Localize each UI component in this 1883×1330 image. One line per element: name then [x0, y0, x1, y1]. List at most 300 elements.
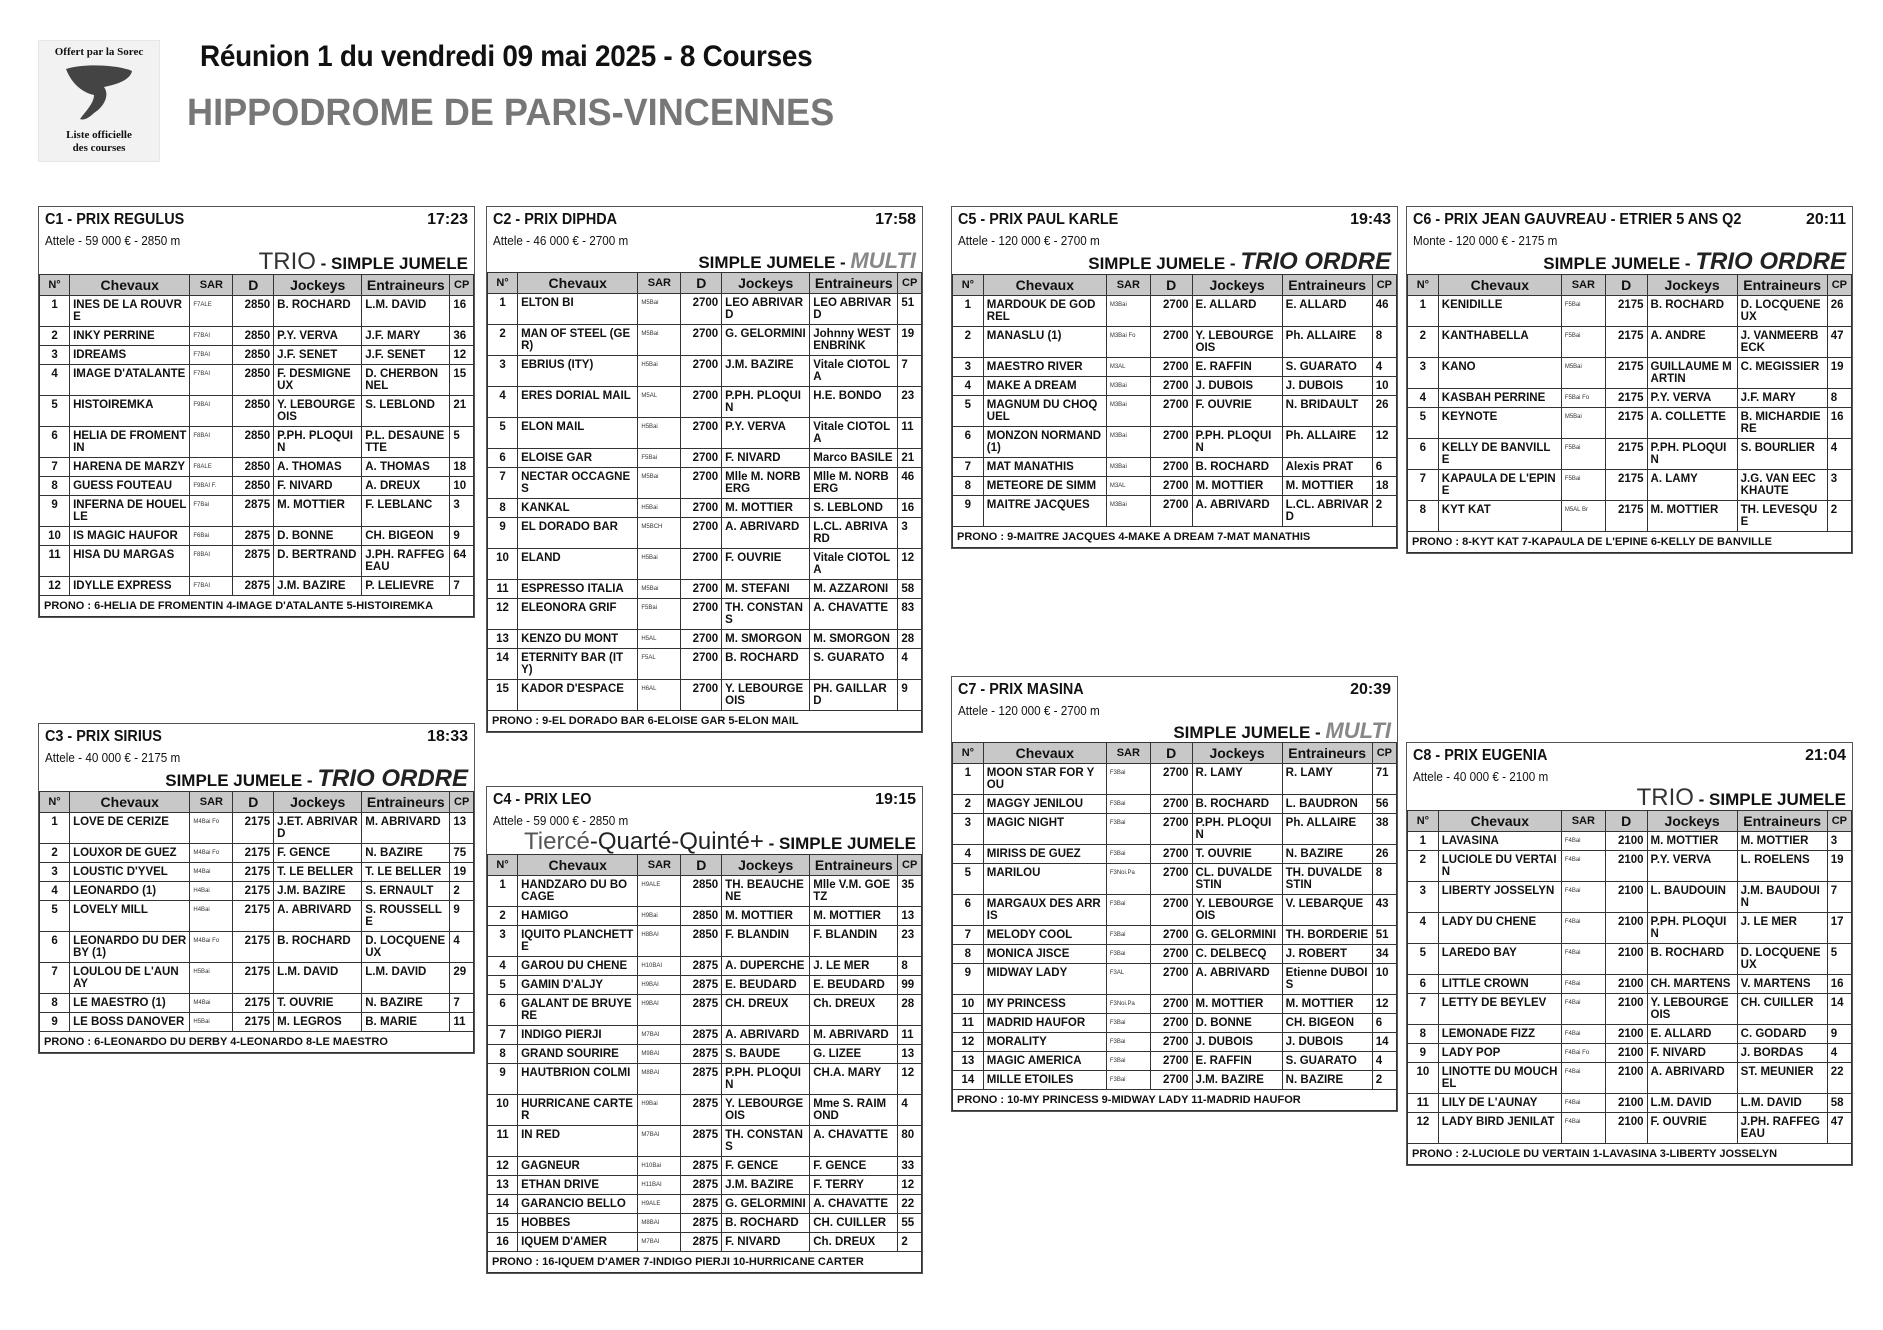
runner-horse: LEONARDO DU DERBY (1) — [70, 932, 190, 963]
runner-cp: 26 — [1827, 296, 1851, 327]
runner-sar: F4Bai — [1561, 1094, 1605, 1113]
runner-jockey: A. COLLETTE — [1647, 408, 1737, 439]
runner-horse: KANO — [1438, 358, 1561, 389]
runner-cp: 14 — [1372, 1033, 1396, 1052]
runner-dist: 2850 — [681, 907, 722, 926]
runner-horse: ELOISE GAR — [518, 449, 638, 468]
column-header-dist: D — [1150, 743, 1192, 764]
runner-dist: 2100 — [1605, 1094, 1647, 1113]
runner-horse: HANDZARO DU BOCAGE — [518, 876, 638, 907]
runner-trainer: M. ABRIVARD — [810, 1026, 898, 1045]
runner-horse: IS MAGIC HAUFOR — [70, 527, 190, 546]
runner-cp: 64 — [450, 546, 474, 577]
runner-horse: KANTHABELLA — [1438, 327, 1561, 358]
runner-row — [953, 1052, 1397, 1071]
runner-dist: 2100 — [1605, 1044, 1647, 1063]
runner-jockey: F. DESMIGNEUX — [274, 365, 362, 396]
bet-types — [952, 720, 1397, 742]
race-title: C4 - PRIX LEO — [493, 791, 592, 808]
column-header-dist: D — [233, 792, 274, 813]
runner-dist: 2700 — [681, 518, 722, 549]
runner-dist: 2100 — [1605, 851, 1647, 882]
meeting-title: Réunion 1 du vendredi 09 mai 2025 - 8 Courses — [200, 40, 813, 73]
runner-row — [40, 346, 474, 365]
column-header-horse: Chevaux — [983, 275, 1106, 296]
runner-num: 7 — [40, 963, 70, 994]
runner-trainer: F. GENCE — [810, 1157, 898, 1176]
runner-sar: H4Bai — [190, 901, 233, 932]
runner-dist: 2875 — [681, 1214, 722, 1233]
column-header-horse: Chevaux — [518, 855, 638, 876]
runner-row — [488, 325, 922, 356]
runner-jockey: E. RAFFIN — [1192, 358, 1282, 377]
runner-row — [953, 845, 1397, 864]
runner-trainer: J.G. VAN EECKHAUTE — [1737, 470, 1827, 501]
runner-jockey: J.M. BAZIRE — [1192, 1071, 1282, 1090]
runner-sar: F3Bai — [1106, 1014, 1150, 1033]
runner-num: 8 — [953, 945, 984, 964]
runner-sar: F4Bai — [1561, 1025, 1605, 1044]
runner-horse: MANASLU (1) — [983, 327, 1106, 358]
runner-row — [488, 549, 922, 580]
runner-trainer: M. MOTTIER — [1737, 832, 1827, 851]
bet-types — [487, 250, 922, 272]
runner-num: 2 — [488, 907, 518, 926]
runner-num: 10 — [1408, 1063, 1439, 1094]
runner-num: 5 — [488, 976, 518, 995]
runner-num: 1 — [40, 813, 70, 844]
runner-num: 1 — [488, 876, 518, 907]
runners-table — [487, 272, 922, 732]
runner-jockey: CH. DREUX — [722, 995, 810, 1026]
runner-horse: LADY DU CHENE — [1438, 913, 1561, 944]
runner-sar: M5Bai — [638, 325, 681, 356]
runner-trainer: A. DREUX — [362, 477, 450, 496]
runner-cp: 9 — [898, 680, 922, 711]
runner-num: 10 — [488, 1095, 518, 1126]
runner-trainer: Vitale CIOTOLA — [810, 549, 898, 580]
bet-types — [1407, 786, 1852, 810]
runner-jockey: T. LE BELLER — [274, 863, 362, 882]
runner-sar: F3Bai — [1106, 1071, 1150, 1090]
runner-jockey: J.M. BAZIRE — [722, 356, 810, 387]
runner-horse: KANKAL — [518, 499, 638, 518]
column-header-num: N° — [40, 792, 70, 813]
runner-dist: 2175 — [1605, 327, 1647, 358]
runner-jockey: A. ABRIVARD — [1192, 964, 1282, 995]
runner-trainer: L. ROELENS — [1737, 851, 1827, 882]
runner-num: 14 — [488, 649, 518, 680]
race-title: C5 - PRIX PAUL KARLE — [958, 211, 1119, 228]
runner-dist: 2875 — [681, 995, 722, 1026]
runner-trainer: J. DUBOIS — [1282, 377, 1372, 396]
runner-num: 12 — [488, 1157, 518, 1176]
runner-sar: M5AL — [638, 387, 681, 418]
runner-sar: M4Bai — [190, 994, 233, 1013]
runner-row — [40, 994, 474, 1013]
runner-dist: 2875 — [233, 527, 274, 546]
runners-table — [39, 791, 474, 1053]
runner-horse: MAGIC AMERICA — [983, 1052, 1106, 1071]
runner-horse: KAPAULA DE L'EPINE — [1438, 470, 1561, 501]
column-header-cp: CP — [450, 275, 474, 296]
runner-trainer: J. DUBOIS — [1282, 1033, 1372, 1052]
runner-horse: LEMONADE FIZZ — [1438, 1025, 1561, 1044]
runner-sar: H9BAI — [638, 976, 681, 995]
runner-horse: GALANT DE BRUYERE — [518, 995, 638, 1026]
runner-num: 1 — [40, 296, 70, 327]
runner-num: 12 — [953, 1033, 984, 1052]
runner-trainer: J.F. MARY — [362, 327, 450, 346]
runners-table — [1407, 274, 1852, 553]
runner-dist: 2700 — [681, 294, 722, 325]
runner-horse: LEONARDO (1) — [70, 882, 190, 901]
runner-dist: 2700 — [681, 356, 722, 387]
runner-horse: INKY PERRINE — [70, 327, 190, 346]
prono-row — [488, 711, 922, 732]
race-conditions: Attele - 120 000 € - 2700 m — [958, 233, 1100, 248]
runner-cp: 14 — [1827, 994, 1851, 1025]
runner-row — [40, 365, 474, 396]
runner-cp: 10 — [450, 477, 474, 496]
runner-sar: H9BAI — [638, 995, 681, 1026]
runner-num: 13 — [488, 630, 518, 649]
runner-horse: ELEONORA GRIF — [518, 599, 638, 630]
runner-cp: 4 — [1827, 1044, 1851, 1063]
runner-sar: H5Bai — [638, 549, 681, 580]
runner-jockey: J.M. BAZIRE — [274, 882, 362, 901]
runner-trainer: Ch. DREUX — [810, 995, 898, 1026]
runner-cp: 4 — [1372, 358, 1396, 377]
runner-horse: MAGNUM DU CHOQUEL — [983, 396, 1106, 427]
prono-row — [40, 1032, 474, 1053]
runner-dist: 2700 — [1150, 358, 1192, 377]
runner-cp: 17 — [1827, 913, 1851, 944]
runner-cp: 43 — [1372, 895, 1396, 926]
runner-dist: 2850 — [233, 477, 274, 496]
runner-cp: 15 — [450, 365, 474, 396]
runner-horse: MORALITY — [983, 1033, 1106, 1052]
runner-trainer: Mme S. RAIMOND — [810, 1095, 898, 1126]
runner-trainer: S. LEBLOND — [362, 396, 450, 427]
runner-sar: F3Bai — [1106, 926, 1150, 945]
runner-row — [488, 876, 922, 907]
runner-cp: 80 — [898, 1126, 922, 1157]
runner-trainer: A. THOMAS — [362, 458, 450, 477]
runner-sar: F5Bai — [638, 449, 681, 468]
runner-horse: EBRIUS (ITY) — [518, 356, 638, 387]
runner-row — [488, 680, 922, 711]
runner-sar: M3Bai — [1106, 377, 1150, 396]
runner-sar: H8BAI — [638, 926, 681, 957]
runner-trainer: L.CL. ABRIVARD — [810, 518, 898, 549]
runner-cp: 26 — [1372, 845, 1396, 864]
runner-trainer: A. CHAVATTE — [810, 599, 898, 630]
runner-sar: F3AL — [1106, 964, 1150, 995]
runner-sar: F4Bai — [1561, 882, 1605, 913]
runner-trainer: Mlle M. NORBERG — [810, 468, 898, 499]
runner-horse: MELODY COOL — [983, 926, 1106, 945]
runner-jockey: J.F. SENET — [274, 346, 362, 365]
runner-num: 7 — [1408, 994, 1439, 1025]
runner-sar: H9Bai — [638, 1095, 681, 1126]
runner-trainer: N. BAZIRE — [1282, 1071, 1372, 1090]
runner-sar: F4Bai — [1561, 944, 1605, 975]
runner-jockey: P.PH. PLOQUIN — [274, 427, 362, 458]
prono-row — [488, 1252, 922, 1273]
runner-cp: 12 — [898, 1176, 922, 1195]
runner-trainer: Ph. ALLAIRE — [1282, 327, 1372, 358]
runner-trainer: S. GUARATO — [1282, 358, 1372, 377]
runner-jockey: A. ABRIVARD — [722, 1026, 810, 1045]
runner-num: 6 — [953, 427, 984, 458]
runner-cp: 16 — [450, 296, 474, 327]
runner-num: 3 — [488, 356, 518, 387]
runner-num: 5 — [1408, 944, 1439, 975]
runner-row — [1408, 851, 1852, 882]
runner-row — [953, 1033, 1397, 1052]
prono-text: PRONO : 10-MY PRINCESS 9-MIDWAY LADY 11-MADRID HAUFOR — [953, 1090, 1397, 1111]
runner-cp: 34 — [1372, 945, 1396, 964]
runner-row — [953, 1014, 1397, 1033]
runner-row — [1408, 882, 1852, 913]
runner-sar: M5Bai — [638, 580, 681, 599]
runner-row — [1408, 1113, 1852, 1144]
runner-dist: 2100 — [1605, 832, 1647, 851]
runner-cp: 13 — [898, 1045, 922, 1064]
runner-dist: 2700 — [1150, 845, 1192, 864]
runner-sar: F4Bai — [1561, 994, 1605, 1025]
runner-row — [488, 1064, 922, 1095]
race-card-c6 — [1406, 206, 1853, 554]
runner-jockey: A. ABRIVARD — [1192, 496, 1282, 527]
runner-row — [40, 296, 474, 327]
runner-sar: F3Bai — [1106, 895, 1150, 926]
runner-dist: 2700 — [681, 580, 722, 599]
runner-dist: 2700 — [681, 418, 722, 449]
runner-num: 3 — [1408, 882, 1439, 913]
runner-trainer: S. GUARATO — [810, 649, 898, 680]
runner-jockey: M. MOTTIER — [274, 496, 362, 527]
runner-cp: 3 — [1827, 470, 1851, 501]
runner-row — [488, 599, 922, 630]
runner-cp: 10 — [1372, 964, 1396, 995]
runner-dist: 2175 — [1605, 358, 1647, 389]
runner-horse: HURRICANE CARTER — [518, 1095, 638, 1126]
prono-text: PRONO : 6-HELIA DE FROMENTIN 4-IMAGE D'ATALANTE 5-HISTOIREMKA — [40, 596, 474, 617]
runner-dist: 2100 — [1605, 1063, 1647, 1094]
column-header-jockey: Jockeys — [1192, 275, 1282, 296]
runner-sar: F7BAI — [190, 365, 233, 396]
runner-cp: 46 — [898, 468, 922, 499]
runner-trainer: L.M. DAVID — [1737, 1094, 1827, 1113]
runner-sar: F8ALE — [190, 458, 233, 477]
runner-cp: 19 — [450, 863, 474, 882]
column-header-jockey: Jockeys — [1647, 275, 1737, 296]
runner-sar: M3Bai Fo — [1106, 327, 1150, 358]
runner-num: 5 — [953, 864, 984, 895]
runner-cp: 19 — [1827, 358, 1851, 389]
runner-cp: 12 — [1372, 427, 1396, 458]
runner-row — [40, 1013, 474, 1032]
runner-jockey: F. OUVRIE — [722, 549, 810, 580]
runner-num: 5 — [1408, 408, 1439, 439]
race-time: 17:23 — [427, 211, 468, 228]
runner-dist: 2700 — [681, 680, 722, 711]
column-header-sar: SAR — [1106, 275, 1150, 296]
runner-dist: 2875 — [681, 1126, 722, 1157]
runner-dist: 2850 — [233, 327, 274, 346]
prono-text: PRONO : 9-MAITRE JACQUES 4-MAKE A DREAM 7-MAT MANATHIS — [953, 527, 1397, 548]
column-header-sar: SAR — [190, 792, 233, 813]
column-header-horse: Chevaux — [983, 743, 1106, 764]
runner-horse: HISTOIREMKA — [70, 396, 190, 427]
runner-row — [1408, 327, 1852, 358]
runner-sar: F8BAI — [190, 427, 233, 458]
runner-num: 3 — [953, 358, 984, 377]
column-header-trainer: Entraineurs — [810, 855, 898, 876]
runner-num: 5 — [953, 396, 984, 427]
runner-sar: M5Bai — [638, 468, 681, 499]
runner-sar: M4Bai Fo — [190, 844, 233, 863]
runner-jockey: CH. MARTENS — [1647, 975, 1737, 994]
runner-horse: HAUTBRION COLMI — [518, 1064, 638, 1095]
runner-jockey: M. MOTTIER — [1647, 832, 1737, 851]
runner-trainer: J. BORDAS — [1737, 1044, 1827, 1063]
runner-sar: H4Bai — [190, 882, 233, 901]
runner-cp: 13 — [450, 813, 474, 844]
runner-dist: 2850 — [681, 876, 722, 907]
runner-num: 7 — [488, 1026, 518, 1045]
runner-cp: 33 — [898, 1157, 922, 1176]
runner-cp: 83 — [898, 599, 922, 630]
runner-jockey: P.PH. PLOQUIN — [1192, 814, 1282, 845]
runner-jockey: D. BERTRAND — [274, 546, 362, 577]
runner-cp: 21 — [450, 396, 474, 427]
runner-cp: 2 — [1372, 1071, 1396, 1090]
runner-row — [488, 356, 922, 387]
runner-num: 2 — [953, 327, 984, 358]
bet-types — [952, 250, 1397, 274]
runner-row — [40, 882, 474, 901]
race-title: C6 - PRIX JEAN GAUVREAU - ETRIER 5 ANS Q2 — [1413, 211, 1742, 228]
runner-num: 8 — [1408, 501, 1439, 532]
runner-horse: IQUEM D'AMER — [518, 1233, 638, 1252]
column-header-sar: SAR — [638, 855, 681, 876]
race-card-c5 — [951, 206, 1398, 549]
runner-cp: 12 — [898, 1064, 922, 1095]
runner-cp: 4 — [898, 1095, 922, 1126]
prono-text: PRONO : 9-EL DORADO BAR 6-ELOISE GAR 5-ELON MAIL — [488, 711, 922, 732]
table-header-row — [1408, 811, 1852, 832]
runner-jockey: B. ROCHARD — [274, 296, 362, 327]
runner-dist: 2175 — [233, 882, 274, 901]
logo-top-text: Offert par la Sorec — [54, 46, 144, 58]
runner-row — [1408, 389, 1852, 408]
runner-dist: 2700 — [1150, 926, 1192, 945]
column-header-num: N° — [488, 855, 518, 876]
runner-jockey: B. ROCHARD — [1647, 944, 1737, 975]
bet-trio: TRIO — [1636, 784, 1694, 811]
runner-row — [953, 477, 1397, 496]
runner-horse: MILLE ETOILES — [983, 1071, 1106, 1090]
logo-bottom-text-2: des courses — [72, 142, 126, 154]
runner-horse: INDIGO PIERJI — [518, 1026, 638, 1045]
runner-dist: 2700 — [681, 649, 722, 680]
runner-row — [953, 964, 1397, 995]
runner-cp: 58 — [1827, 1094, 1851, 1113]
runner-row — [1408, 994, 1852, 1025]
runner-cp: 2 — [450, 882, 474, 901]
runner-num: 6 — [1408, 975, 1439, 994]
runner-dist: 2875 — [233, 546, 274, 577]
race-conditions: Monte - 120 000 € - 2175 m — [1413, 233, 1558, 248]
runner-trainer: H.E. BONDO — [810, 387, 898, 418]
runner-cp: 22 — [898, 1195, 922, 1214]
runner-trainer: M. ABRIVARD — [362, 813, 450, 844]
runner-row — [488, 449, 922, 468]
runner-jockey: M. MOTTIER — [722, 499, 810, 518]
column-header-cp: CP — [450, 792, 474, 813]
table-header-row — [953, 743, 1397, 764]
runner-cp: 16 — [1827, 975, 1851, 994]
runner-trainer: F. LEBLANC — [362, 496, 450, 527]
race-card-c1 — [38, 206, 475, 618]
runner-row — [488, 1157, 922, 1176]
runner-jockey: F. OUVRIE — [1647, 1113, 1737, 1144]
runner-trainer: N. BAZIRE — [1282, 845, 1372, 864]
runners-table — [952, 742, 1397, 1111]
column-header-dist: D — [1150, 275, 1192, 296]
column-header-dist: D — [1605, 811, 1647, 832]
runner-trainer: Mlle V.M. GOETZ — [810, 876, 898, 907]
runner-cp: 55 — [898, 1214, 922, 1233]
runner-cp: 28 — [898, 630, 922, 649]
race-conditions: Attele - 40 000 € - 2175 m — [45, 750, 181, 765]
runner-jockey: F. OUVRIE — [1192, 396, 1282, 427]
runner-trainer: TH. BORDERIE — [1282, 926, 1372, 945]
runner-jockey: Mlle M. NORBERG — [722, 468, 810, 499]
runner-sar: M5Bai — [1561, 408, 1605, 439]
runner-sar: F4Bai Fo — [1561, 1044, 1605, 1063]
runner-sar: M7BAI — [638, 1126, 681, 1157]
runner-row — [488, 649, 922, 680]
runner-jockey: B. ROCHARD — [1647, 296, 1737, 327]
prono-text: PRONO : 8-KYT KAT 7-KAPAULA DE L'EPINE 6-KELLY DE BANVILLE — [1408, 532, 1852, 553]
race-conditions: Attele - 40 000 € - 2100 m — [1413, 769, 1549, 784]
table-header-row — [953, 275, 1397, 296]
race-time: 17:58 — [875, 211, 916, 228]
runner-trainer: J. LE MER — [810, 957, 898, 976]
runner-jockey: CL. DUVALDESTIN — [1192, 864, 1282, 895]
runner-cp: 29 — [450, 963, 474, 994]
prono-row — [40, 596, 474, 617]
race-card-c2 — [486, 206, 923, 733]
runner-trainer: CH. BIGEON — [362, 527, 450, 546]
runner-sar: H10BAI — [638, 957, 681, 976]
runner-sar: F7BAI — [190, 327, 233, 346]
column-header-num: N° — [1408, 811, 1439, 832]
runner-horse: MY PRINCESS — [983, 995, 1106, 1014]
runner-jockey: P.PH. PLOQUIN — [1647, 439, 1737, 470]
runner-num: 3 — [488, 926, 518, 957]
runner-horse: KELLY DE BANVILLE — [1438, 439, 1561, 470]
runner-row — [1408, 439, 1852, 470]
runner-num: 6 — [488, 449, 518, 468]
race-time: 20:39 — [1350, 681, 1391, 698]
runner-num: 1 — [1408, 832, 1439, 851]
runner-num: 13 — [953, 1052, 984, 1071]
